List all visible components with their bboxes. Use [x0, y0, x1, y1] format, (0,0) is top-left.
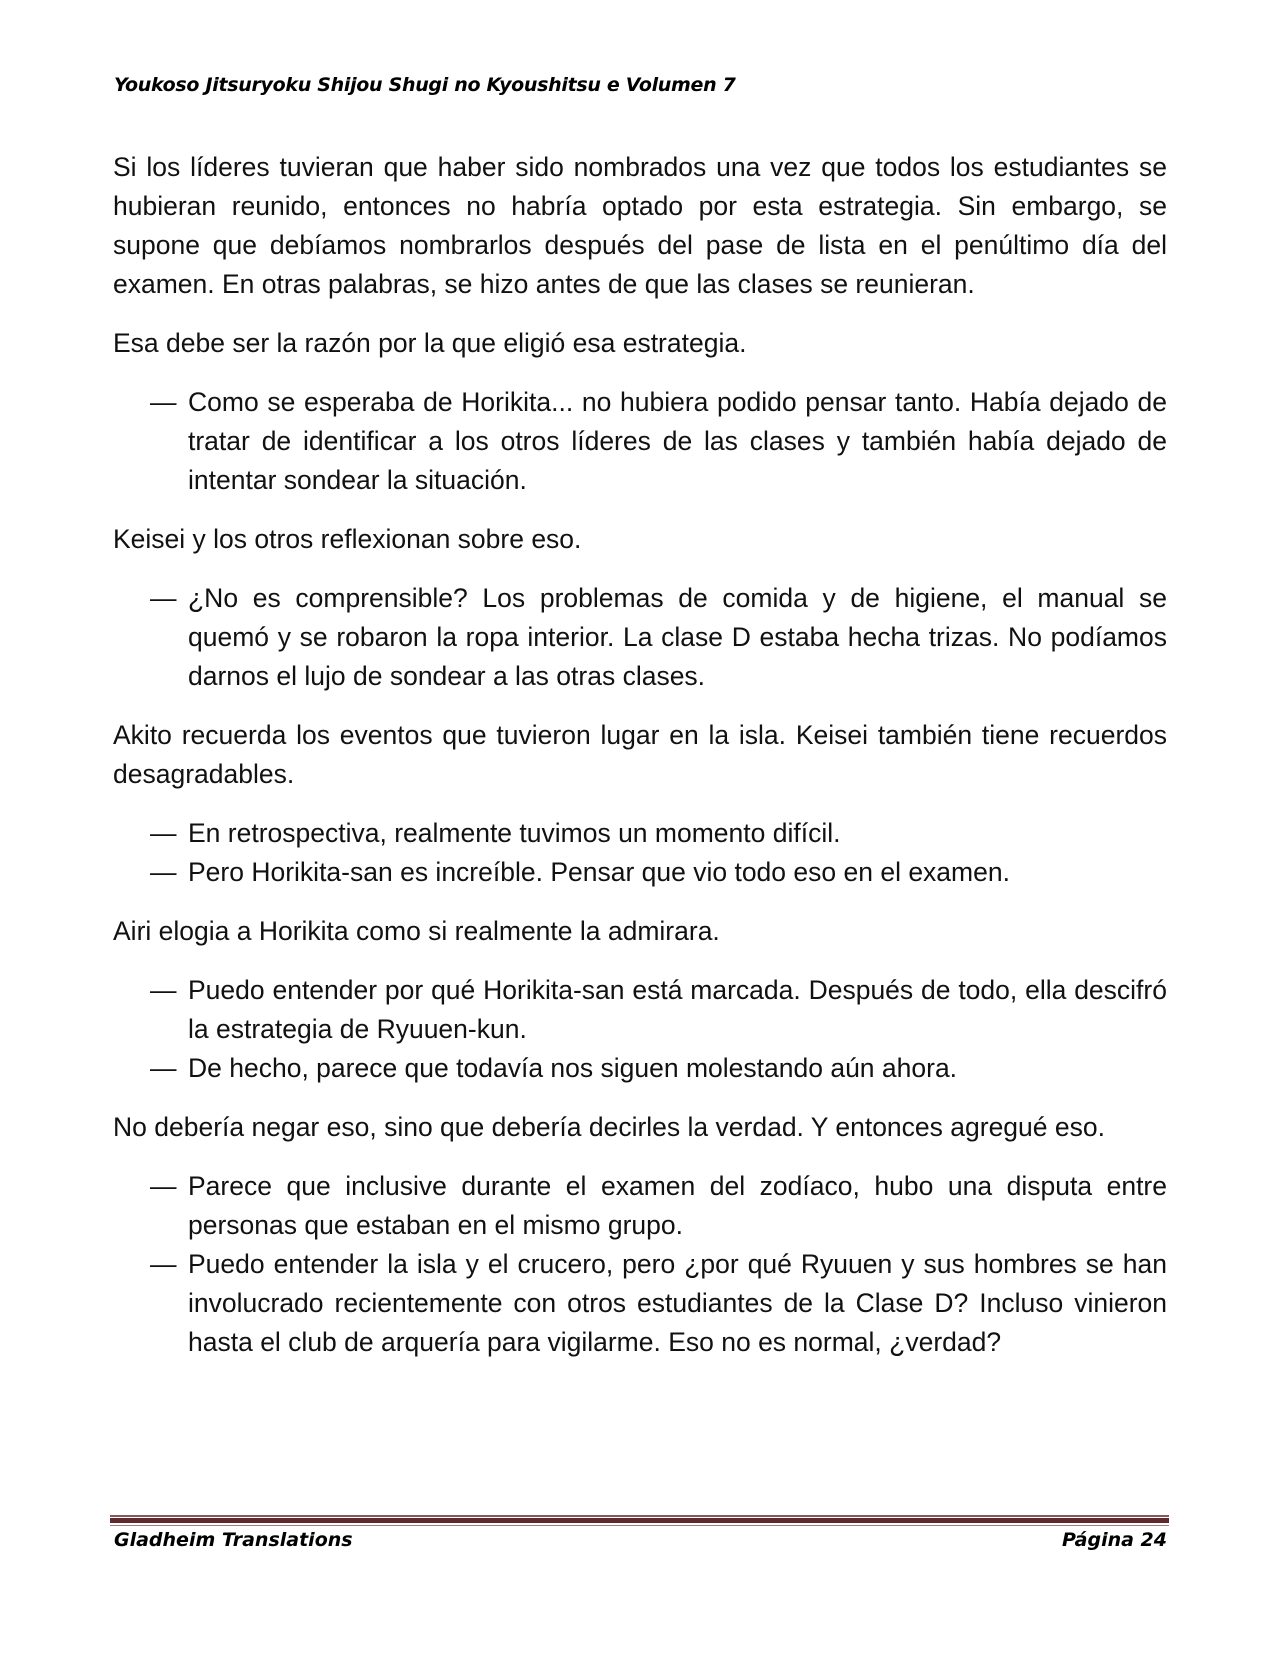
- em-dash: —: [150, 583, 177, 613]
- dialogue-text: En retrospectiva, realmente tuvimos un momento difícil.: [188, 818, 841, 848]
- dialogue-group: [113, 383, 1167, 500]
- dialogue-text: ¿No es comprensible? Los problemas de comida y de higiene, el manual se quemó y se robaron la ropa interior. La clase D estaba hecha trizas. No podíamos darnos el lujo de sondear a las otras clases.: [188, 583, 1167, 691]
- dialogue-line: [150, 383, 1167, 500]
- em-dash: —: [150, 818, 177, 848]
- em-dash: —: [150, 1249, 177, 1279]
- em-dash: —: [150, 387, 177, 417]
- paragraph: Keisei y los otros reflexionan sobre eso.: [113, 524, 582, 554]
- dialogue-line: [150, 1167, 1167, 1245]
- dialogue-text: Como se esperaba de Horikita... no hubiera podido pensar tanto. Había dejado de tratar de identificar a los otros líderes de las clases y también había dejado de intentar sondear la situación.: [188, 387, 1167, 495]
- page-body: [113, 148, 1167, 1382]
- footer-translator: Gladheim Translations: [114, 1529, 353, 1551]
- dialogue-line: [150, 579, 1167, 696]
- footer-page-number: Página 24: [1061, 1529, 1167, 1551]
- dialogue-text: Puedo entender la isla y el crucero, pero ¿por qué Ryuuen y sus hombres se han involucrado recientemente con otros estudiantes de la Clase D? Incluso vinieron hasta el club de arquería para vigilarme. Eso no es normal, ¿verdad?: [188, 1249, 1167, 1357]
- em-dash: —: [150, 1171, 177, 1201]
- em-dash: —: [150, 857, 177, 887]
- dialogue-group: [113, 579, 1167, 696]
- dialogue-line: [150, 971, 1167, 1049]
- paragraph: Si los líderes tuvieran que haber sido nombrados una vez que todos los estudiantes se hubieran reunido, entonces no habría optado por esta estrategia. Sin embargo, se supone que debíamos nombrarlos después del pase de lista en el penúltimo día del examen. En otras palabras, se hizo antes de que las clases se reunieran.: [113, 152, 1167, 299]
- dialogue-group: [113, 814, 1167, 892]
- paragraph: Akito recuerda los eventos que tuvieron lugar en la isla. Keisei también tiene recuerdos desagradables.: [113, 720, 1167, 789]
- dialogue-line: [150, 1245, 1167, 1362]
- dialogue-line: [150, 853, 1167, 892]
- dialogue-text: Puedo entender por qué Horikita-san está marcada. Después de todo, ella descifró la estrategia de Ryuuen-kun.: [188, 975, 1167, 1044]
- dialogue-line: [150, 1049, 1167, 1088]
- paragraph: Esa debe ser la razón por la que eligió esa estrategia.: [113, 328, 747, 358]
- footer-divider: [110, 1515, 1169, 1526]
- em-dash: —: [150, 1053, 177, 1083]
- dialogue-text: Parece que inclusive durante el examen del zodíaco, hubo una disputa entre personas que estaban en el mismo grupo.: [188, 1171, 1167, 1240]
- dialogue-group: [113, 971, 1167, 1088]
- dialogue-line: [150, 814, 1167, 853]
- em-dash: —: [150, 975, 177, 1005]
- running-header: Youkoso Jitsuryoku Shijou Shugi no Kyoushitsu e Volumen 7: [114, 74, 736, 96]
- paragraph: Airi elogia a Horikita como si realmente la admirara.: [113, 916, 720, 946]
- dialogue-text: De hecho, parece que todavía nos siguen molestando aún ahora.: [188, 1053, 958, 1083]
- paragraph: No debería negar eso, sino que debería decirles la verdad. Y entonces agregué eso.: [113, 1112, 1105, 1142]
- dialogue-group: [113, 1167, 1167, 1362]
- dialogue-text: Pero Horikita-san es increíble. Pensar que vio todo eso en el examen.: [188, 857, 1010, 887]
